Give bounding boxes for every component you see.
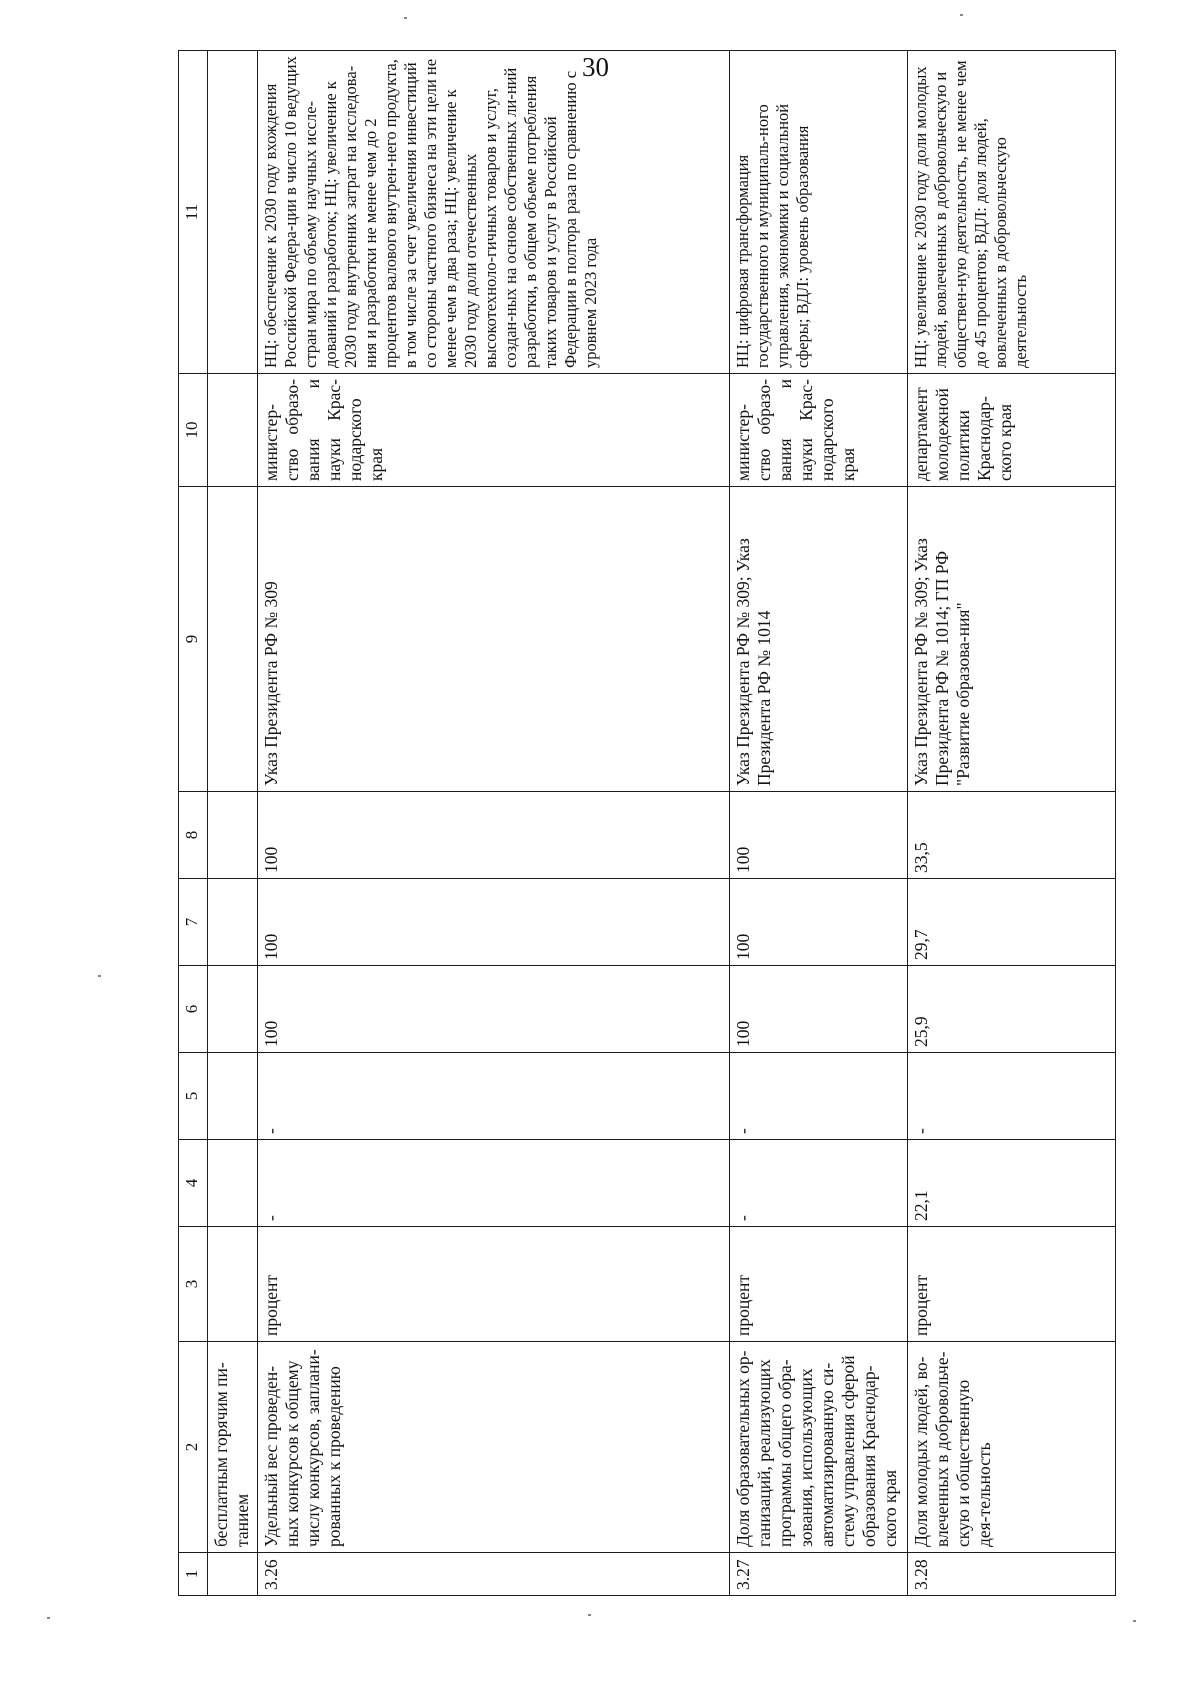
unit: процент — [908, 1227, 1116, 1342]
value-col7: 100 — [258, 879, 730, 966]
value-col4: - — [730, 1140, 908, 1227]
value-col4: - — [258, 1140, 730, 1227]
value-col8: 100 — [258, 792, 730, 879]
value-col8: 33,5 — [908, 792, 1116, 879]
value-col5: - — [730, 1053, 908, 1140]
goals: НЦ: обеспечение к 2030 году вхождения Российской Федера-ции в число 10 ведущих стран мира по объему научных иссле-дований и разработок; НЦ: увеличение к 2030 году внутренних затрат на исследова-ния и разработки не менее чем до 2 процентов валового внутрен-него продукта, в том числе за счет увеличения инвестиций со стороны частного бизнеса на эти цели не менее чем в два раза; НЦ: увеличение к 2030 году доли отечественных высокотехноло-гичных товаров и услуг, создан-ных на основе собственных ли-ний разработки, в общем объеме потребления таких товаров и услуг в Российской Федерации в полтора раза по сравнению с уровнем 2023 года — [258, 51, 730, 374]
cont-cell-9 — [208, 487, 258, 792]
basis: Указ Президента РФ № 309; Указ Президента РФ № 1014; ГП РФ "Развитие образова-ния" — [908, 487, 1116, 792]
header-cell-11: 11 — [179, 51, 208, 374]
cont-cell-10 — [208, 374, 258, 487]
page-number: 30 — [582, 52, 609, 82]
row-number: 3.26 — [258, 1553, 730, 1596]
value-col5: - — [258, 1053, 730, 1140]
indicator-name: Доля образовательных ор-ганизаций, реализующих программы общего обра-зования, использующих автоматизированную си-стему управления сферой образования Краснодар-ского края — [730, 1342, 908, 1553]
row-number: 3.27 — [730, 1553, 908, 1596]
header-cell-9: 9 — [179, 487, 208, 792]
cont-cell-5 — [208, 1053, 258, 1140]
header-cell-1: 1 — [179, 1553, 208, 1596]
scan-speck — [98, 975, 101, 977]
basis: Указ Президента РФ № 309 — [258, 487, 730, 792]
cont-cell-4 — [208, 1140, 258, 1227]
table-row — [258, 51, 730, 1596]
goals: НЦ: цифровая трансформация государственного и муниципаль-ного управления, экономики и социальной сферы; ВДЛ: уровень образования — [730, 51, 908, 374]
unit: процент — [730, 1227, 908, 1342]
scan-speck — [588, 1614, 591, 1616]
scan-speck — [960, 14, 963, 16]
scan-speck — [1133, 1620, 1136, 1622]
row-number: 3.28 — [908, 1553, 1116, 1596]
scan-speck — [47, 1617, 50, 1619]
indicators-table — [178, 50, 1116, 1596]
value-col8: 100 — [730, 792, 908, 879]
value-col7: 100 — [730, 879, 908, 966]
value-col6: 100 — [730, 966, 908, 1053]
responsible: министер-ство образо-вания и науки Крас-нодарского края — [730, 374, 908, 487]
unit: процент — [258, 1227, 730, 1342]
cont-cell-2: бесплатным горячим пи-танием — [208, 1342, 258, 1553]
header-cell-5: 5 — [179, 1053, 208, 1140]
cont-cell-11 — [208, 51, 258, 374]
basis: Указ Президента РФ № 309; Указ Президента РФ № 1014 — [730, 487, 908, 792]
cont-cell-6 — [208, 966, 258, 1053]
value-col7: 29,7 — [908, 879, 1116, 966]
responsible: департамент молодежной политики Краснодар-ского края — [908, 374, 1116, 487]
header-cell-7: 7 — [179, 879, 208, 966]
cont-cell-3 — [208, 1227, 258, 1342]
cont-cell-1 — [208, 1553, 258, 1596]
cont-cell-8 — [208, 792, 258, 879]
table-row — [730, 51, 908, 1596]
header-cell-8: 8 — [179, 792, 208, 879]
header-cell-3: 3 — [179, 1227, 208, 1342]
table-row — [908, 51, 1116, 1596]
value-col5: - — [908, 1053, 1116, 1140]
indicator-name: Удельный вес проведен-ных конкурсов к общему числу конкурсов, заплани-рованных к проведению — [258, 1342, 730, 1553]
header-cell-6: 6 — [179, 966, 208, 1053]
scan-speck — [404, 17, 407, 19]
cont-cell-7 — [208, 879, 258, 966]
header-row — [179, 51, 208, 1596]
indicator-name: Доля молодых людей, во-влеченных в добровольче-скую и общественную дея-тельность — [908, 1342, 1116, 1553]
header-cell-4: 4 — [179, 1140, 208, 1227]
goals: НЦ: увеличение к 2030 году доли молодых людей, вовлеченных в добровольческую и обществен-ную деятельность, не менее чем до 45 процентов; ВДЛ: доля людей, вовлеченных в добровольческую деятельность — [908, 51, 1116, 374]
value-col6: 100 — [258, 966, 730, 1053]
responsible: министер-ство образо-вания и науки Крас-нодарского края — [258, 374, 730, 487]
header-cell-10: 10 — [179, 374, 208, 487]
rotated-table-wrapper — [178, 56, 1116, 1596]
value-col6: 25,9 — [908, 966, 1116, 1053]
value-col4: 22,1 — [908, 1140, 1116, 1227]
continuation-row — [208, 51, 258, 1596]
header-cell-2: 2 — [179, 1342, 208, 1553]
